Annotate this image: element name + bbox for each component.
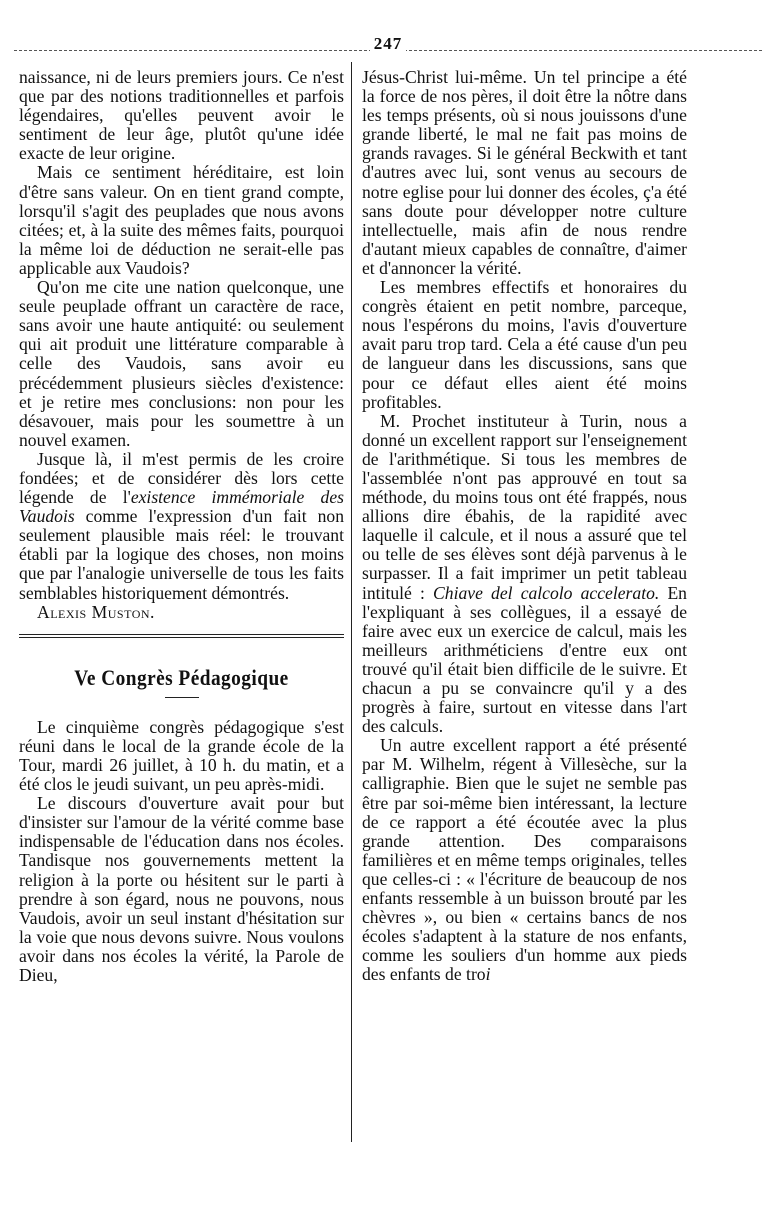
title-dash bbox=[165, 697, 199, 698]
paragraph: Qu'on me cite une nation quelconque, une seule peuplade offrant un caractère de race, sans avoir une haute antiquité: ou seulement qui ait produit une littérature comparable à celle des Vaudois, sans avoir eu précédemment plusieurs siècles d'existence: et je retire mes conclusions: non pour les désavouer, mais pour les soumettre à un nouvel examen. bbox=[19, 277, 344, 450]
italic-text-run: i bbox=[485, 964, 491, 985]
paragraph: naissance, ni de leurs premiers jours. Ce n'est que par des notions traditionnelles et parfois légendaires, qu'elles peuvent avoir le sentiment de leur âge, plutôt qu'une idée exacte de leur origine. bbox=[19, 67, 344, 164]
author-signature: Alexis Muston. bbox=[37, 601, 155, 622]
page-number-text: 247 bbox=[370, 34, 407, 53]
column-divider bbox=[351, 62, 352, 1142]
left-column bbox=[19, 68, 344, 985]
paragraph bbox=[19, 450, 344, 603]
italic-text-run: Chiave del calcolo accelerato. bbox=[433, 582, 660, 603]
section-rule bbox=[19, 634, 344, 638]
paragraph: Les membres effectifs et honoraires du congrès étaient en petit nombre, parceque, nous l'espérons du moins, l'avis d'ouverture avait paru trop tard. Cela a été cause d'un peu de langueur dans les discussions, sans que pour ce défaut elles aient été moins profitables. bbox=[362, 277, 687, 412]
section-title: Ve Congrès Pédagogique bbox=[74, 664, 289, 690]
paragraph: Mais ce sentiment héréditaire, est loin d'être sans valeur. On en tient grand compte, lorsqu'il s'agit des peuplades que nous avons citées; et, à la suite des mêmes faits, pourquoi la même loi de déduction ne serait-elle pas applicable aux Vaudois? bbox=[19, 162, 344, 278]
text-run: comme l'expression d'un fait non seulement plausible mais réel: le trouvant établi par la logique des choses, non moins que par l'analogie universelle de tous les faits semblables historiquement démontrés. bbox=[19, 506, 344, 603]
paragraph: Le discours d'ouverture avait pour but d'insister sur l'amour de la vérité comme base indispensable de l'éducation dans nos écoles. Tandisque nos gouvernements mettent la religion à la porte ou hésitent sur le parti à prendre à son égard, nous ne pouvons, nous Vaudois, avoir un seul instant d'hésitation sur la voie que nous devons suivre. Nous voulons avoir dans nos écoles la vérité, la Parole de Dieu, bbox=[19, 793, 344, 986]
page-number bbox=[0, 34, 776, 54]
text-run: En l'expliquant à ses collègues, il a essayé de faire avec eux un exercice de calcul, mais les meilleurs arithméticiens d'entre eux ont trouvé qu'il était bien difficile de le suivre. Et chacun a pu se convaincre qu'il y a des progrès à faire, surtout en vitesse dans l'art des calculs. bbox=[362, 582, 687, 737]
paragraph: Jésus-Christ lui-même. Un tel principe a été la force de nos pères, il doit être la nôtre dans les temps présents, où si nous jouissons d'une grande liberté, le mal ne fait pas moins de grands ravages. Si le général Beckwith et tant d'autres avec lui, sont venus au secours de notre eglise pour lui donner des écoles, ç'a été sans doute pour développer notre culture intellectuelle, mais afin de nous rendre d'autant mieux capables de connaître, d'aimer et d'annoncer la vérité. bbox=[362, 67, 687, 278]
right-column bbox=[362, 68, 687, 985]
text-run: M. Prochet instituteur à Turin, nous a donné un excellent rapport sur l'enseignement de l'arithmétique. Si tous les membres de l'assemblée n'ont pas approuvé en tout sa méthode, du moins tous ont été frappés, nous allions dire ébahis, de la rapidité avec laquelle il calcule, et il nous a assuré que tel ou telle de ses élèves sont déjà parvenus à le surpasser. Il a fait imprimer un petit tableau intitulé : bbox=[362, 410, 687, 603]
text-run: Jusque là, il m'est permis de les croire fondées; et de considérer dès lors cette légende de l' bbox=[19, 448, 344, 508]
paragraph bbox=[362, 412, 687, 737]
paragraph: Le cinquième congrès pédagogique s'est réuni dans le local de la grande école de la Tour, mardi 26 juillet, à 10 h. du matin, et a été clos le jeudi suivant, un peu après-midi. bbox=[19, 716, 344, 795]
italic-text-run: existence immémoriale des Vaudois bbox=[19, 487, 344, 527]
text-run: Un autre excellent rapport a été présenté par M. Wilhelm, régent à Villesèche, sur la calligraphie. Bien que le sujet ne semble pas être par soi-même bien intéressant, la lecture de ce rapport a été écoutée avec la plus grande attention. Des comparaisons familières et en même temps originales, telles que celles-ci : « l'écriture de beaucoup de nos enfants ressemble à un buisson brouté par les chèvres », ou bien « certains bancs de nos écoles s'adaptent à la stature de nos enfants, comme les souliers d'un homme aux pieds des enfants de tro bbox=[362, 735, 687, 985]
paragraph bbox=[362, 736, 687, 984]
